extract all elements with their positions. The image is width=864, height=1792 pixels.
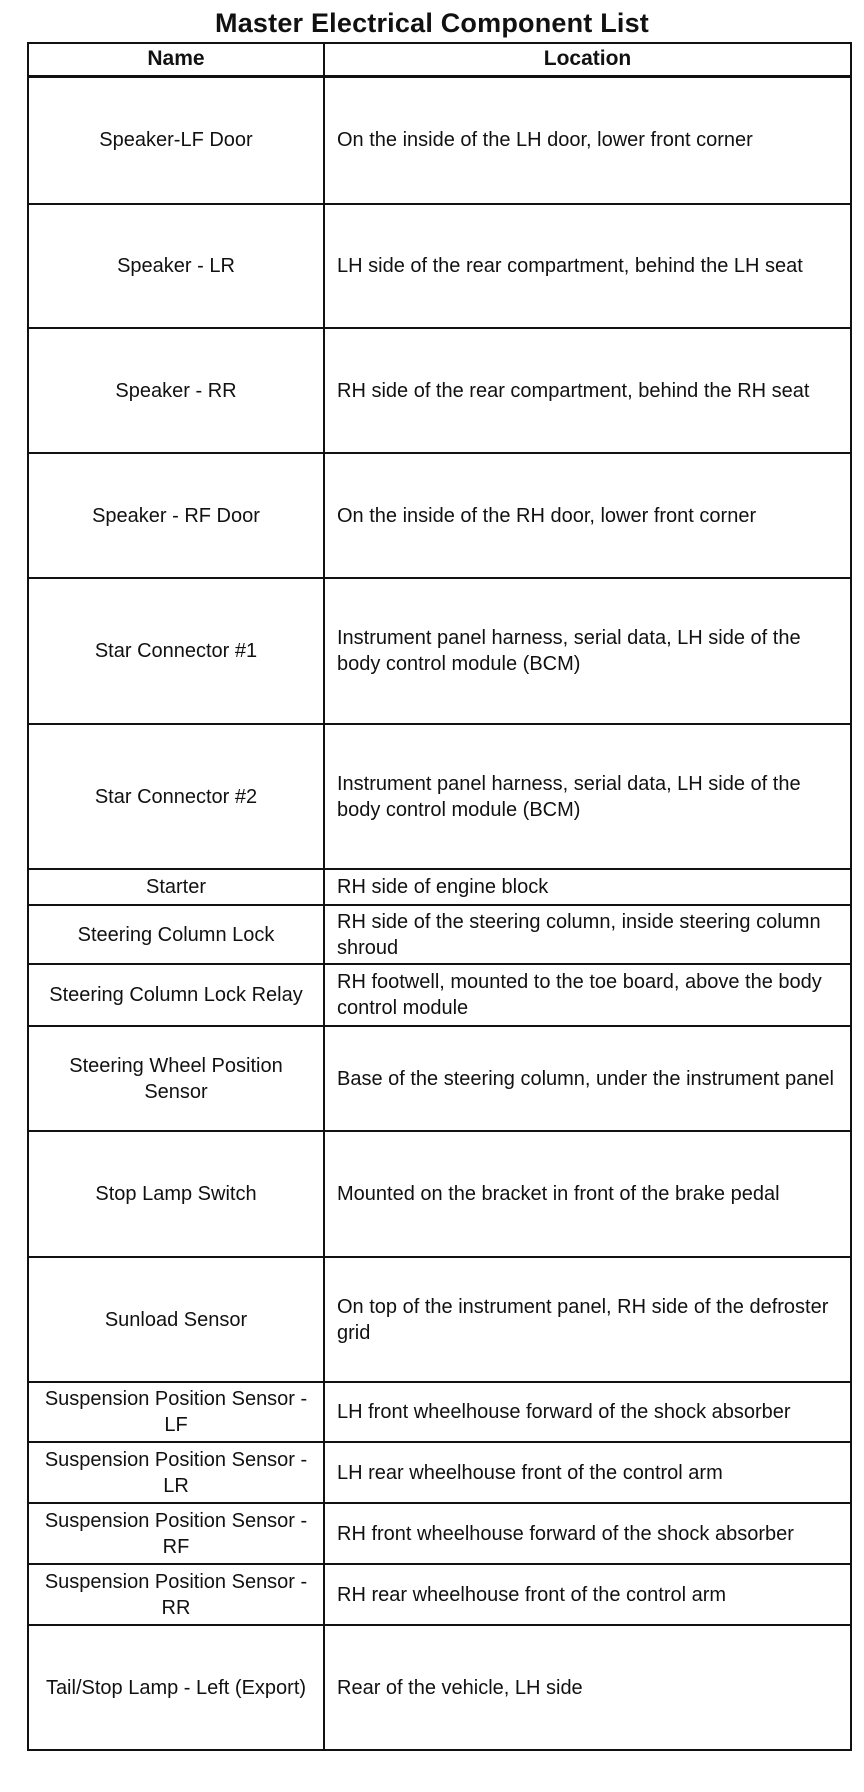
table-row: [28, 1503, 851, 1564]
page-title: Master Electrical Component List: [215, 8, 649, 38]
location-cell: RH footwell, mounted to the toe board, above the body control module: [324, 964, 851, 1026]
location-cell: On top of the instrument panel, RH side of the defroster grid: [324, 1257, 851, 1382]
name-cell: Starter: [28, 869, 324, 905]
table-row: [28, 1382, 851, 1442]
table-row: [28, 869, 851, 905]
location-cell: RH side of the steering column, inside steering column shroud: [324, 905, 851, 964]
name-cell: Speaker - RR: [28, 328, 324, 453]
table-row: [28, 1442, 851, 1503]
table-row: [28, 724, 851, 869]
name-cell: Steering Wheel Position Sensor: [28, 1026, 324, 1131]
location-cell: RH front wheelhouse forward of the shock absorber: [324, 1503, 851, 1564]
location-cell: Rear of the vehicle, LH side: [324, 1625, 851, 1750]
name-cell: Speaker - RF Door: [28, 453, 324, 578]
location-cell: LH rear wheelhouse front of the control arm: [324, 1442, 851, 1503]
table-header-row: [28, 43, 851, 76]
table-row: [28, 328, 851, 453]
location-cell: Instrument panel harness, serial data, LH side of the body control module (BCM): [324, 578, 851, 724]
table-row: [28, 76, 851, 204]
table-row: [28, 1131, 851, 1257]
table-row: [28, 204, 851, 328]
table-row: [28, 1257, 851, 1382]
name-cell: Suspension Position Sensor - LR: [28, 1442, 324, 1503]
component-table: [27, 42, 852, 1751]
table-row: [28, 905, 851, 964]
location-cell: Base of the steering column, under the instrument panel: [324, 1026, 851, 1131]
name-cell: Star Connector #2: [28, 724, 324, 869]
location-cell: RH rear wheelhouse front of the control arm: [324, 1564, 851, 1625]
name-cell: Sunload Sensor: [28, 1257, 324, 1382]
location-cell: On the inside of the RH door, lower front corner: [324, 453, 851, 578]
table-row: [28, 578, 851, 724]
table-row: [28, 964, 851, 1026]
table-row: [28, 453, 851, 578]
location-cell: RH side of the rear compartment, behind the RH seat: [324, 328, 851, 453]
name-cell: Suspension Position Sensor - LF: [28, 1382, 324, 1442]
location-cell: RH side of engine block: [324, 869, 851, 905]
table-row: [28, 1564, 851, 1625]
table-row: [28, 1026, 851, 1131]
name-cell: Speaker - LR: [28, 204, 324, 328]
location-cell: LH front wheelhouse forward of the shock absorber: [324, 1382, 851, 1442]
location-cell: LH side of the rear compartment, behind the LH seat: [324, 204, 851, 328]
location-cell: Mounted on the bracket in front of the brake pedal: [324, 1131, 851, 1257]
name-cell: Tail/Stop Lamp - Left (Export): [28, 1625, 324, 1750]
table-row: [28, 1625, 851, 1750]
name-cell: Suspension Position Sensor - RR: [28, 1564, 324, 1625]
column-header-location: Location: [324, 43, 851, 76]
name-cell: Speaker-LF Door: [28, 76, 324, 204]
name-cell: Star Connector #1: [28, 578, 324, 724]
name-cell: Steering Column Lock Relay: [28, 964, 324, 1026]
column-header-name: Name: [28, 43, 324, 76]
location-cell: Instrument panel harness, serial data, LH side of the body control module (BCM): [324, 724, 851, 869]
name-cell: Steering Column Lock: [28, 905, 324, 964]
location-cell: On the inside of the LH door, lower front corner: [324, 76, 851, 204]
name-cell: Suspension Position Sensor - RF: [28, 1503, 324, 1564]
name-cell: Stop Lamp Switch: [28, 1131, 324, 1257]
